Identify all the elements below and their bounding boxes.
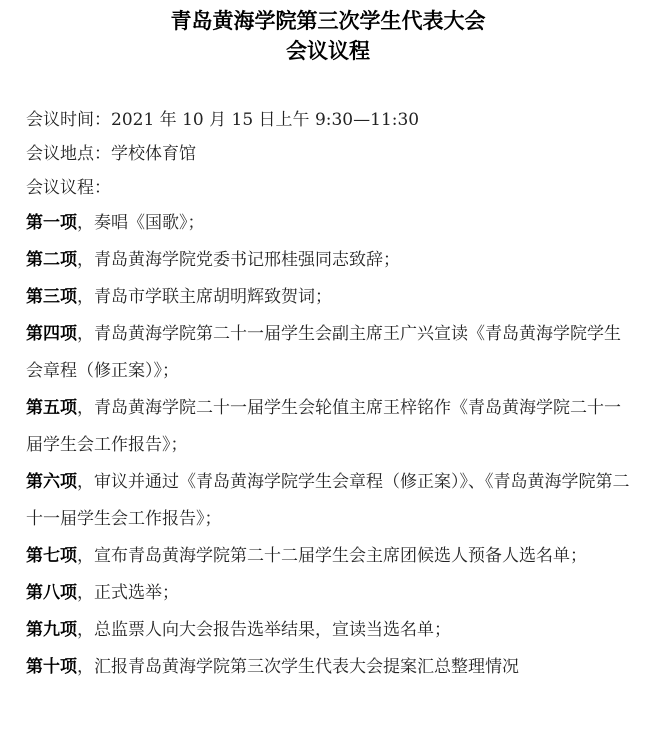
agenda-item-10 bbox=[26, 649, 630, 686]
meeting-place: 会议地点：学校体育馆 bbox=[26, 144, 196, 164]
agenda-item-8 bbox=[26, 575, 630, 612]
agenda-item-label: 第四项 bbox=[26, 324, 77, 344]
agenda-list bbox=[26, 205, 630, 686]
agenda-item-6 bbox=[26, 464, 630, 538]
agenda-item-label: 第九项 bbox=[26, 620, 77, 640]
agenda-item-text: ，汇报青岛黄海学院第三次学生代表大会提案汇总整理情况 bbox=[77, 657, 519, 677]
agenda-item-2 bbox=[26, 242, 630, 279]
agenda-item-text: ，宣布青岛黄海学院第二十二届学生会主席团候选人预备人选名单； bbox=[77, 546, 587, 566]
agenda-item-label: 第六项 bbox=[26, 472, 77, 492]
agenda-item-text: ，青岛黄海学院党委书记邢桂强同志致辞； bbox=[77, 250, 400, 270]
agenda-item-text: ，审议并通过《青岛黄海学院学生会章程（修正案）》、《青岛黄海学院第二十一届学生会工作报告》； bbox=[26, 472, 630, 529]
agenda-item-label: 第十项 bbox=[26, 657, 77, 677]
agenda-item-text: ，青岛黄海学院第二十一届学生会副主席王广兴宣读《青岛黄海学院学生会章程（修正案）》； bbox=[26, 324, 621, 381]
meeting-time: 会议时间：2021 年 10 月 15 日上午 9:30—11:30 bbox=[26, 110, 420, 130]
agenda-item-text: ，奏唱《国歌》； bbox=[77, 213, 205, 233]
agenda-item-label: 第五项 bbox=[26, 398, 77, 418]
agenda-item-label: 第八项 bbox=[26, 583, 77, 603]
document-title: 青岛黄海学院第三次学生代表大会 bbox=[170, 9, 486, 33]
document-subtitle: 会议议程 bbox=[286, 39, 370, 63]
agenda-item-text: ，总监票人向大会报告选举结果，宣读当选名单； bbox=[77, 620, 451, 640]
agenda-item-3 bbox=[26, 279, 630, 316]
agenda-item-label: 第三项 bbox=[26, 287, 77, 307]
agenda-item-label: 第一项 bbox=[26, 213, 77, 233]
agenda-item-1 bbox=[26, 205, 630, 242]
agenda-item-4 bbox=[26, 316, 630, 390]
agenda-heading: 会议议程： bbox=[26, 178, 111, 198]
agenda-item-5 bbox=[26, 390, 630, 464]
agenda-item-text: ，青岛市学联主席胡明辉致贺词； bbox=[77, 287, 332, 307]
agenda-item-7 bbox=[26, 538, 630, 575]
agenda-item-9 bbox=[26, 612, 630, 649]
agenda-item-label: 第七项 bbox=[26, 546, 77, 566]
agenda-item-label: 第二项 bbox=[26, 250, 77, 270]
agenda-item-text: ，青岛黄海学院二十一届学生会轮值主席王梓铭作《青岛黄海学院二十一届学生会工作报告》； bbox=[26, 398, 621, 455]
agenda-item-text: ，正式选举； bbox=[77, 583, 179, 603]
